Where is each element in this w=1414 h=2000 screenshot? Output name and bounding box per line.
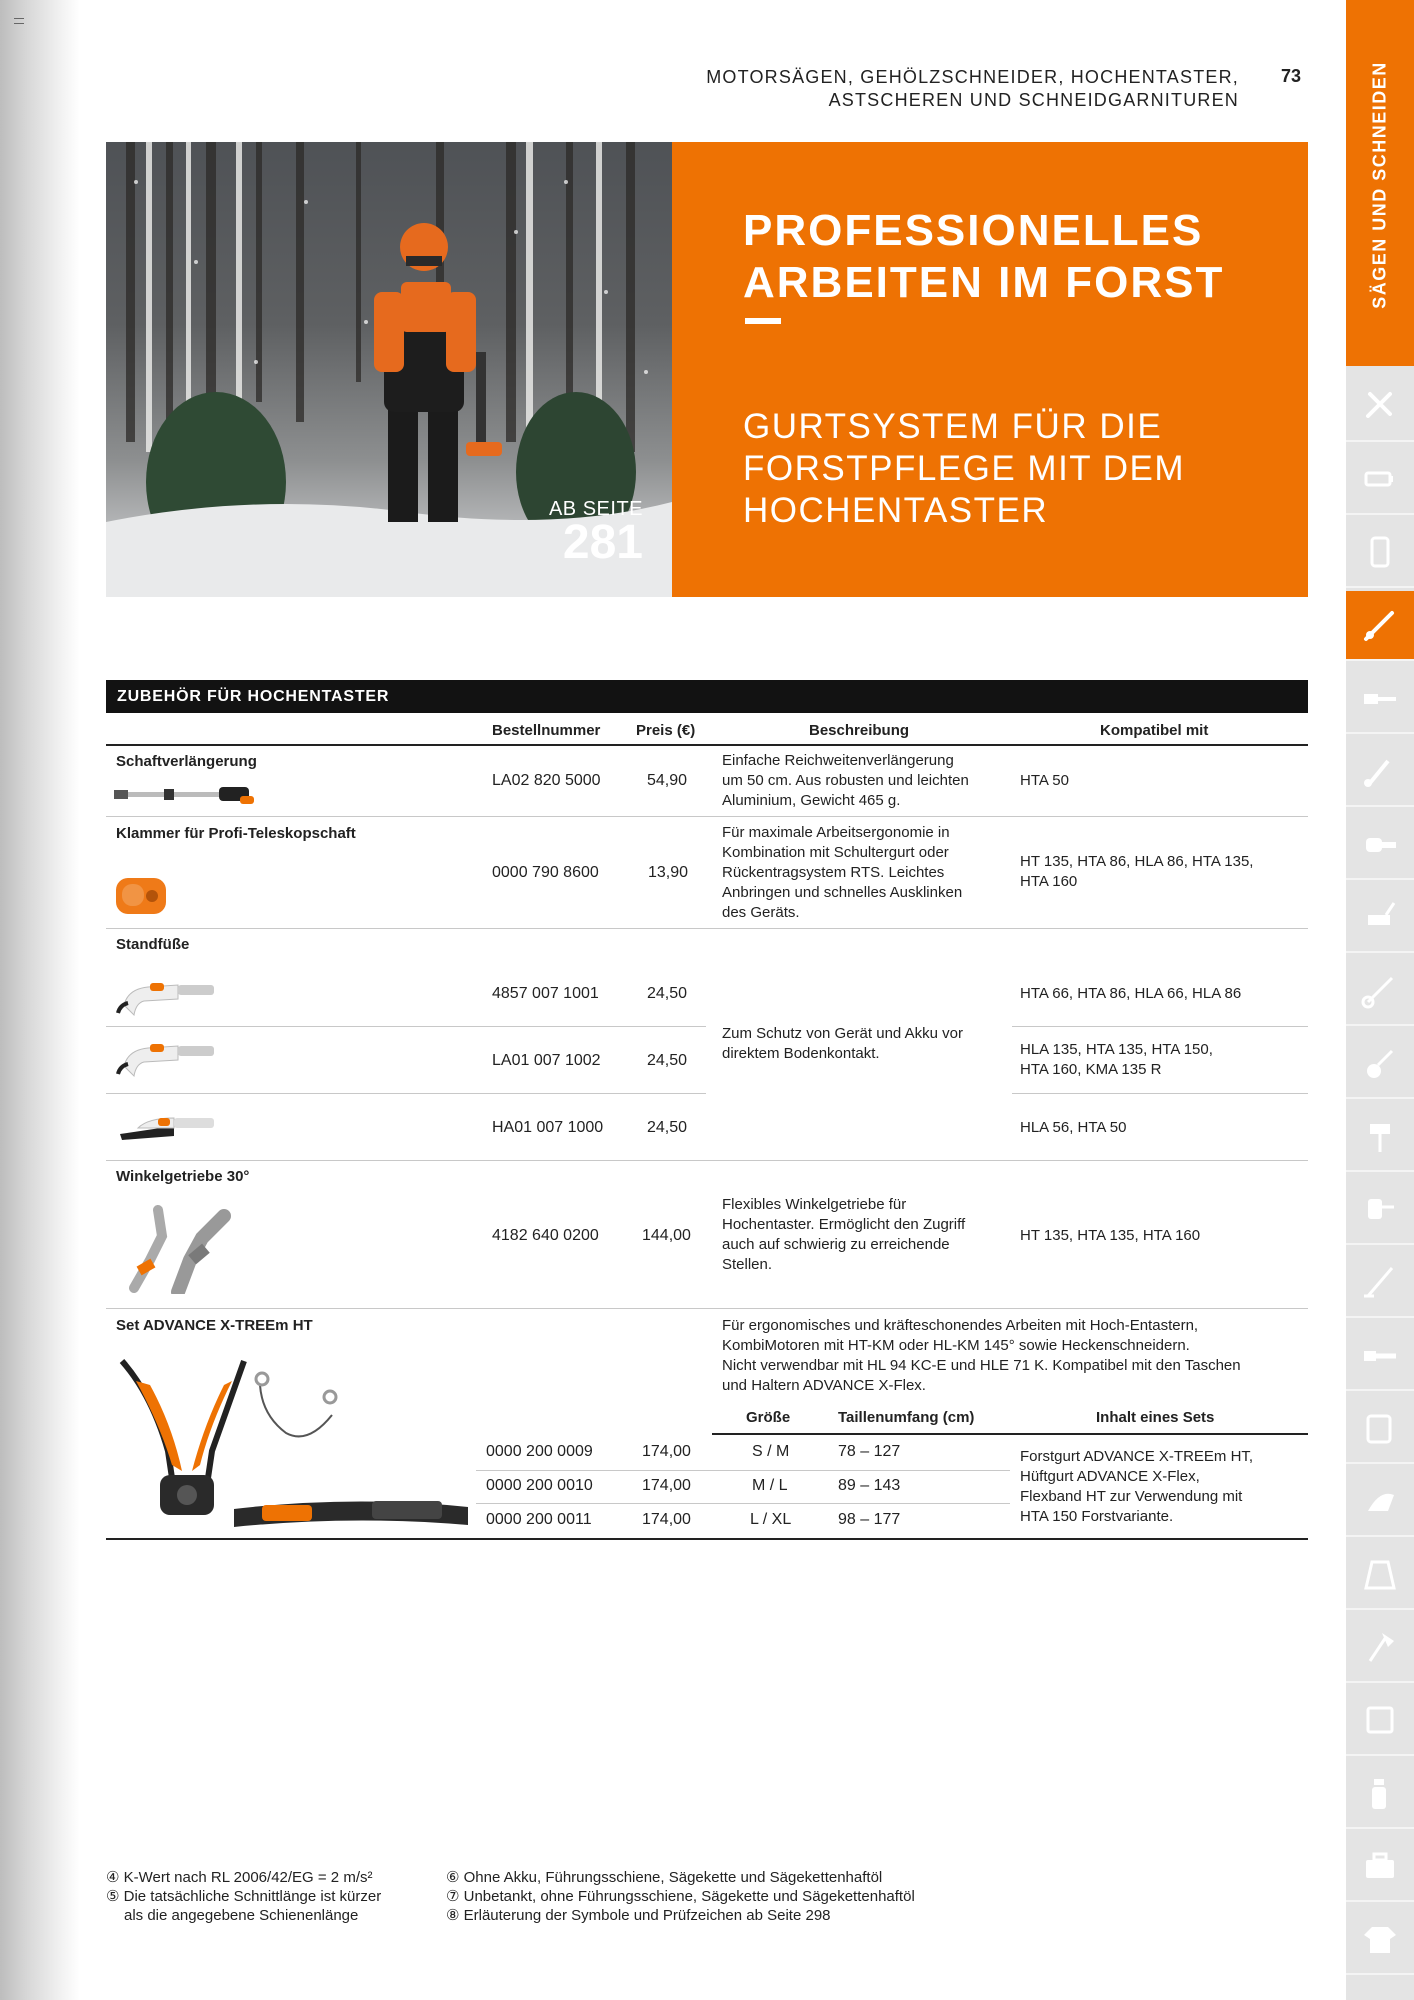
description-line: Anbringen und schnelles Ausklinken xyxy=(722,884,963,901)
ab-seite-label: AB SEITE xyxy=(548,498,643,520)
pressure-washer-icon xyxy=(1360,1408,1400,1448)
description xyxy=(722,1316,1241,1396)
order-number: HA01 007 1000 xyxy=(492,1119,604,1136)
description-line: Hochentaster. Ermöglicht den Zugriff xyxy=(722,1216,966,1233)
footnote: ④ K-Wert nach RL 2006/42/EG = 2 m/s² xyxy=(106,1869,373,1886)
col-groesse: Größe xyxy=(746,1409,791,1426)
sidebar-item-grass-trimmer[interactable] xyxy=(1346,1248,1414,1318)
compatible-line: HLA 135, HTA 135, HTA 150, xyxy=(1020,1041,1213,1058)
set-contents-line: Flexband HT zur Verwendung mit xyxy=(1020,1488,1243,1505)
compatible-with: HTA 50 xyxy=(1020,772,1069,789)
sidebar-item-trimmer[interactable] xyxy=(1346,737,1414,807)
price: 24,50 xyxy=(647,985,688,1002)
description xyxy=(722,1024,963,1064)
hero-subtitle-line-2: FORSTPFLEGE MIT DEM xyxy=(743,449,1186,488)
hero-title-line-1: PROFESSIONELLES xyxy=(743,206,1204,255)
description-line: Rückentragsystem RTS. Leichtes xyxy=(722,864,945,881)
row-divider xyxy=(1012,1093,1308,1094)
category-sidebar xyxy=(1346,0,1414,2000)
row-divider xyxy=(106,816,1308,817)
compatible-with xyxy=(1020,1040,1213,1080)
col-inhalt: Inhalt eines Sets xyxy=(1096,1409,1215,1426)
sidebar-item-auger[interactable] xyxy=(1346,1102,1414,1172)
price: 13,90 xyxy=(648,864,689,881)
ab-seite-number: 281 xyxy=(562,516,643,569)
col-beschreibung: Beschreibung xyxy=(809,722,910,739)
hero-subtitle-line-3: HOCHENTASTER xyxy=(743,491,1049,530)
sub-header-rule xyxy=(712,1433,1308,1435)
product-name: Standfüße xyxy=(116,936,190,953)
order-number: 0000 200 0011 xyxy=(486,1511,592,1528)
compatible-with: HLA 56, HTA 50 xyxy=(1020,1119,1127,1136)
order-number: 0000 200 0009 xyxy=(486,1443,593,1460)
size: L / XL xyxy=(750,1511,792,1528)
description-line: direktem Bodenkontakt. xyxy=(722,1045,880,1062)
sidebar-item-lawnmower[interactable] xyxy=(1346,883,1414,953)
chainsaw-icon xyxy=(1360,678,1400,718)
row-divider xyxy=(476,1470,1010,1471)
price: 24,50 xyxy=(647,1119,688,1136)
sidebar-item-spray-bottle[interactable] xyxy=(1346,1759,1414,1829)
description-line: Einfache Reichweitenverlängerung xyxy=(722,752,954,769)
order-number: 0000 790 8600 xyxy=(492,864,599,881)
sidebar-item-chainsaw[interactable] xyxy=(1346,664,1414,734)
trimmer-icon xyxy=(1360,751,1400,791)
description-line: Für ergonomisches und kräfteschonendes Arbeiten mit Hoch-Entastern, xyxy=(722,1317,1199,1334)
footnote: als die angegebene Schienenlänge xyxy=(124,1907,359,1924)
description-line: Aluminium, Gewicht 465 g. xyxy=(722,792,901,809)
col-preis: Preis (€) xyxy=(636,722,696,739)
footnote: ⑧ Erläuterung der Symbole und Prüfzeichen ab Seite 298 xyxy=(446,1907,831,1924)
sidebar-item-pole-pruner[interactable] xyxy=(1346,591,1414,661)
footnotes-right xyxy=(446,1868,915,1925)
sidebar-item-toolbox[interactable] xyxy=(1346,1832,1414,1902)
footnote: ⑦ Unbetankt, ohne Führungsschiene, Sägekette und Sägekettenhaftöl xyxy=(446,1888,915,1905)
description xyxy=(722,1195,965,1275)
hero-banner[interactable] xyxy=(106,142,1308,597)
row-divider xyxy=(1012,1026,1308,1027)
sidebar-item-blower[interactable] xyxy=(1346,810,1414,880)
set-contents-line: Forstgurt ADVANCE X-TREEm HT, xyxy=(1020,1448,1254,1465)
clamp-image xyxy=(114,872,172,918)
axe-icon xyxy=(1360,1627,1400,1667)
hero-subtitle xyxy=(743,406,1185,532)
footnotes-left xyxy=(106,1868,381,1925)
sidebar-item-jacket[interactable] xyxy=(1346,1540,1414,1610)
description-line: des Geräts. xyxy=(722,904,800,921)
set-contents xyxy=(1020,1447,1253,1527)
hero-title-line-2: ARBEITEN IM FORST xyxy=(743,258,1225,307)
jacket-icon xyxy=(1360,1554,1400,1594)
price: 174,00 xyxy=(642,1443,691,1460)
sidebar-item-vacuum[interactable] xyxy=(1346,1467,1414,1537)
description-line: Kombination mit Schultergurt oder xyxy=(722,844,949,861)
compatible-line: HTA 160 xyxy=(1020,873,1078,890)
sidebar-item-brushcutter[interactable] xyxy=(1346,956,1414,1026)
spray-bottle-icon xyxy=(1360,1773,1400,1813)
footnote: ⑥ Ohne Akku, Führungsschiene, Sägekette und Sägekettenhaftöl xyxy=(446,1869,883,1886)
foot-stand-image xyxy=(114,975,220,1017)
shaft-extension-image xyxy=(114,782,264,808)
col-taillenumfang: Taillenumfang (cm) xyxy=(838,1409,975,1426)
description-line: Für maximale Arbeitsergonomie in xyxy=(722,824,950,841)
col-kompatibel: Kompatibel mit xyxy=(1100,722,1209,739)
pole-pruner-icon xyxy=(1360,605,1400,645)
row-divider xyxy=(106,1160,1308,1161)
compatible-with xyxy=(1020,852,1253,892)
sidebar-item-hedge-trimmer[interactable] xyxy=(1346,1321,1414,1391)
harness-set-image xyxy=(112,1355,478,1531)
description-line: Zum Schutz von Gerät und Akku vor xyxy=(722,1025,963,1042)
sidebar-item-tiller[interactable] xyxy=(1346,1029,1414,1099)
foot-stand-image xyxy=(114,1108,220,1144)
compatible-line: HTA 160, KMA 135 R xyxy=(1020,1061,1162,1078)
hero-subtitle-line-1: GURTSYSTEM FÜR DIE xyxy=(743,407,1163,446)
tiller-icon xyxy=(1360,1043,1400,1083)
waist: 78 – 127 xyxy=(838,1443,901,1460)
order-number: 4857 007 1001 xyxy=(492,985,599,1002)
compatible-with: HTA 66, HTA 86, HLA 66, HLA 86 xyxy=(1020,985,1242,1002)
description-line: auch auf schwierig zu erreichende xyxy=(722,1236,950,1253)
description xyxy=(722,823,962,923)
tools-icon xyxy=(1360,386,1400,426)
row-divider xyxy=(106,1093,706,1094)
blower-icon xyxy=(1360,824,1400,864)
sidebar-item-shirt[interactable] xyxy=(1346,1905,1414,1975)
sidebar-item-book[interactable] xyxy=(1346,1686,1414,1756)
vacuum-icon xyxy=(1360,1481,1400,1521)
hero-text-panel xyxy=(672,142,1308,597)
price: 24,50 xyxy=(647,1052,688,1069)
product-name: Winkelgetriebe 30° xyxy=(116,1168,250,1185)
description-line: um 50 cm. Aus robusten und leichten xyxy=(722,772,969,789)
foot-stand-image xyxy=(114,1036,220,1078)
order-number: 4182 640 0200 xyxy=(492,1227,599,1244)
lawnmower-icon xyxy=(1360,897,1400,937)
description-line: Nicht verwendbar mit HL 94 KC-E und HLE 71 K. Kompatibel mit den Taschen xyxy=(722,1357,1241,1374)
sidebar-item-tools[interactable] xyxy=(1346,372,1414,442)
footnote: ⑤ Die tatsächliche Schnittlänge ist kürzer xyxy=(106,1888,382,1905)
product-name: Set ADVANCE X-TREEm HT xyxy=(116,1317,313,1334)
page-spine-shadow xyxy=(0,0,80,2000)
sidebar-tab-saegen-und-schneiden[interactable] xyxy=(1346,0,1414,366)
sidebar-tab-label: SÄGEN UND SCHNEIDEN xyxy=(1369,61,1390,309)
product-name: Klammer für Profi-Teleskopschaft xyxy=(116,825,356,842)
waist: 98 – 177 xyxy=(838,1511,901,1528)
price: 144,00 xyxy=(642,1227,691,1244)
grass-trimmer-icon xyxy=(1360,1262,1400,1302)
description xyxy=(722,751,969,811)
row-divider xyxy=(106,1026,706,1027)
size: M / L xyxy=(752,1477,788,1494)
sidebar-item-battery[interactable] xyxy=(1346,445,1414,515)
price: 54,90 xyxy=(647,772,688,789)
table-bottom-rule xyxy=(106,1538,1308,1540)
shirt-icon xyxy=(1360,1919,1400,1959)
description-line: Flexibles Winkelgetriebe für xyxy=(722,1196,907,1213)
table-title: ZUBEHÖR FÜR HOCHENTASTER xyxy=(106,680,1308,713)
description-line: und Haltern ADVANCE X-Flex. xyxy=(722,1377,926,1394)
compatible-line: HT 135, HTA 86, HLA 86, HTA 135, xyxy=(1020,853,1254,870)
forest-worker-photo xyxy=(106,142,672,597)
row-divider xyxy=(106,1308,1308,1309)
size: S / M xyxy=(752,1443,790,1460)
order-number: 0000 200 0010 xyxy=(486,1477,593,1494)
sidebar-item-phone[interactable] xyxy=(1346,518,1414,588)
set-contents-line: HTA 150 Forstvariante. xyxy=(1020,1508,1174,1525)
description-line: KombiMotoren mit HT-KM oder HL-KM 145° sowie Heckenschneidern. xyxy=(722,1337,1190,1354)
book-icon xyxy=(1360,1700,1400,1740)
col-bestellnummer: Bestellnummer xyxy=(492,722,601,739)
phone-icon xyxy=(1360,532,1400,572)
section-header xyxy=(706,66,1239,112)
hero-divider xyxy=(745,318,781,324)
hero-title xyxy=(743,205,1224,309)
angle-gear-image xyxy=(120,1200,244,1294)
sidebar-item-pressure-washer[interactable] xyxy=(1346,1394,1414,1464)
row-divider xyxy=(476,1503,1010,1504)
row-divider xyxy=(106,928,1308,929)
sidebar-item-sprayer[interactable] xyxy=(1346,1175,1414,1245)
order-number: LA02 820 5000 xyxy=(492,772,601,789)
brushcutter-icon xyxy=(1360,970,1400,1010)
price: 174,00 xyxy=(642,1511,691,1528)
toolbox-icon xyxy=(1360,1846,1400,1886)
page-number: 73 xyxy=(1281,66,1302,86)
header-rule xyxy=(106,744,1308,746)
menu-icon xyxy=(14,18,24,24)
order-number: LA01 007 1002 xyxy=(492,1052,601,1069)
price: 174,00 xyxy=(642,1477,691,1494)
compatible-with: HT 135, HTA 135, HTA 160 xyxy=(1020,1227,1201,1244)
auger-icon xyxy=(1360,1116,1400,1156)
product-name: Schaftverlängerung xyxy=(116,753,257,770)
battery-icon xyxy=(1360,459,1400,499)
header-line-1: MOTORSÄGEN, GEHÖLZSCHNEIDER, HOCHENTASTER, xyxy=(706,67,1239,87)
sidebar-item-axe[interactable] xyxy=(1346,1613,1414,1683)
sprayer-icon xyxy=(1360,1189,1400,1229)
hedge-trimmer-icon xyxy=(1360,1335,1400,1375)
set-contents-line: Hüftgurt ADVANCE X-Flex, xyxy=(1020,1468,1200,1485)
header-line-2: ASTSCHEREN UND SCHNEIDGARNITUREN xyxy=(828,90,1239,110)
waist: 89 – 143 xyxy=(838,1477,901,1494)
description-line: Stellen. xyxy=(722,1256,773,1273)
